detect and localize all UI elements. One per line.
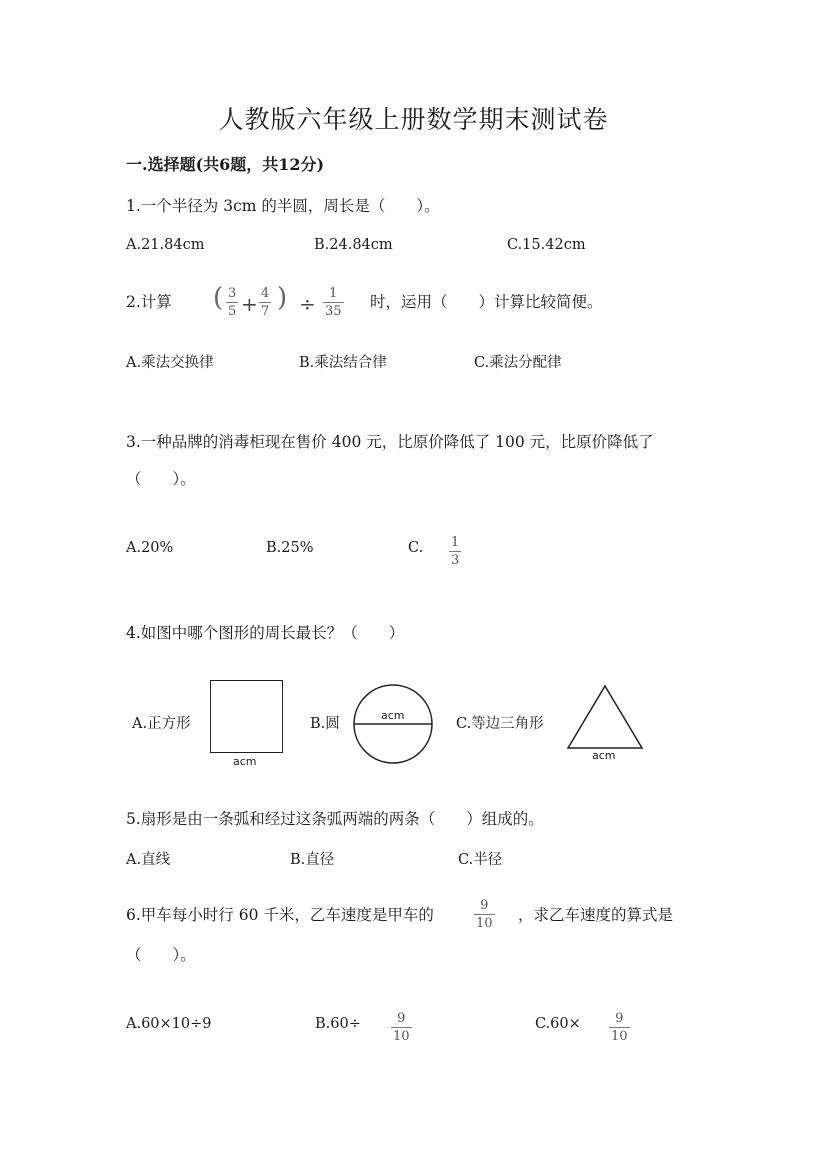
question-5-text: 5.扇形是由一条弧和经过这条弧两端的两条（ ）组成的。 bbox=[126, 810, 544, 828]
fraction-9-10 bbox=[474, 899, 495, 930]
question-1-text: 1.一个半径为 3cm 的半圆，周长是（ ）。 bbox=[126, 197, 440, 215]
q3-option-b[interactable]: B.25% bbox=[266, 540, 314, 556]
question-6-line-1a: 6.甲车每小时行 60 千米，乙车速度是甲车的 bbox=[126, 906, 434, 924]
q5-option-c[interactable]: C.半径 bbox=[458, 852, 503, 868]
circle-diameter-label: acm bbox=[381, 709, 405, 722]
question-2-suffix: 时，运用（ ）计算比较简便。 bbox=[370, 293, 603, 311]
q2-option-a[interactable]: A.乘法交换律 bbox=[126, 355, 214, 371]
fraction-denominator: 10 bbox=[476, 916, 493, 931]
question-6-line-1b: ，求乙车速度的算式是 bbox=[518, 906, 674, 924]
q5-option-a[interactable]: A.直线 bbox=[126, 852, 171, 868]
fraction-3-5 bbox=[226, 287, 238, 318]
q4-option-c-label[interactable]: C.等边三角形 bbox=[456, 716, 544, 732]
q4-option-a-label[interactable]: A.正方形 bbox=[132, 716, 191, 732]
fraction-bar bbox=[391, 1027, 412, 1028]
fraction-bar bbox=[474, 914, 495, 915]
question-3-line-2: （ ）。 bbox=[126, 470, 196, 488]
triangle-figure bbox=[566, 684, 644, 750]
divide-sign: ÷ bbox=[299, 292, 316, 316]
close-paren: ) bbox=[277, 283, 288, 313]
section-heading: 一.选择题(共6题，共12分) bbox=[126, 155, 325, 174]
q5-option-b[interactable]: B.直径 bbox=[290, 852, 335, 868]
square-figure bbox=[210, 680, 283, 753]
fraction-bar bbox=[259, 302, 271, 303]
fraction-bar bbox=[609, 1027, 630, 1028]
page-title: 人教版六年级上册数学期末测试卷 bbox=[218, 105, 609, 134]
question-6-line-2: （ ）。 bbox=[126, 946, 196, 964]
q1-option-b[interactable]: B.24.84cm bbox=[314, 237, 393, 253]
fraction-4-7 bbox=[259, 287, 271, 318]
fraction-9-10-option-b bbox=[391, 1012, 412, 1043]
fraction-denominator: 10 bbox=[393, 1029, 410, 1044]
q6-option-a[interactable]: A.60×10÷9 bbox=[126, 1016, 212, 1032]
question-2-prefix: 2.计算 bbox=[126, 293, 172, 311]
fraction-numerator: 1 bbox=[329, 286, 338, 301]
question-4-text: 4.如图中哪个图形的周长最长？（ ） bbox=[126, 624, 405, 642]
square-side-label: acm bbox=[233, 755, 257, 768]
circle-figure bbox=[352, 683, 434, 765]
q2-option-c[interactable]: C.乘法分配律 bbox=[474, 355, 562, 371]
fraction-numerator: 3 bbox=[228, 286, 237, 301]
q6-option-c[interactable]: C.60× bbox=[535, 1016, 581, 1032]
fraction-numerator: 9 bbox=[615, 1011, 624, 1026]
fraction-1-3 bbox=[449, 536, 461, 567]
fraction-denominator: 35 bbox=[325, 304, 342, 319]
open-paren: ( bbox=[213, 283, 224, 313]
q4-option-b-label[interactable]: B.圆 bbox=[310, 716, 340, 732]
triangle-side-label: acm bbox=[592, 749, 616, 762]
fraction-numerator: 9 bbox=[397, 1011, 406, 1026]
fraction-numerator: 4 bbox=[261, 286, 270, 301]
q6-option-b[interactable]: B.60÷ bbox=[315, 1016, 361, 1032]
fraction-denominator: 3 bbox=[451, 553, 460, 568]
q1-option-a[interactable]: A.21.84cm bbox=[126, 237, 205, 253]
fraction-denominator: 7 bbox=[261, 304, 270, 319]
fraction-bar bbox=[226, 302, 238, 303]
fraction-denominator: 10 bbox=[611, 1029, 628, 1044]
question-3-line-1: 3.一种品牌的消毒柜现在售价 400 元，比原价降低了 100 元，比原价降低了 bbox=[126, 433, 654, 451]
fraction-denominator: 5 bbox=[228, 304, 237, 319]
fraction-bar bbox=[449, 551, 461, 552]
fraction-numerator: 9 bbox=[480, 898, 489, 913]
q1-option-c[interactable]: C.15.42cm bbox=[507, 237, 586, 253]
fraction-numerator: 1 bbox=[451, 535, 460, 550]
fraction-bar bbox=[323, 302, 344, 303]
plus-sign: + bbox=[241, 292, 258, 316]
triangle-outline bbox=[568, 686, 642, 748]
q3-option-c[interactable]: C. bbox=[408, 540, 424, 556]
q3-option-a[interactable]: A.20% bbox=[126, 540, 174, 556]
fraction-9-10-option-c bbox=[609, 1012, 630, 1043]
fraction-1-35 bbox=[323, 287, 344, 318]
q2-option-b[interactable]: B.乘法结合律 bbox=[299, 355, 387, 371]
